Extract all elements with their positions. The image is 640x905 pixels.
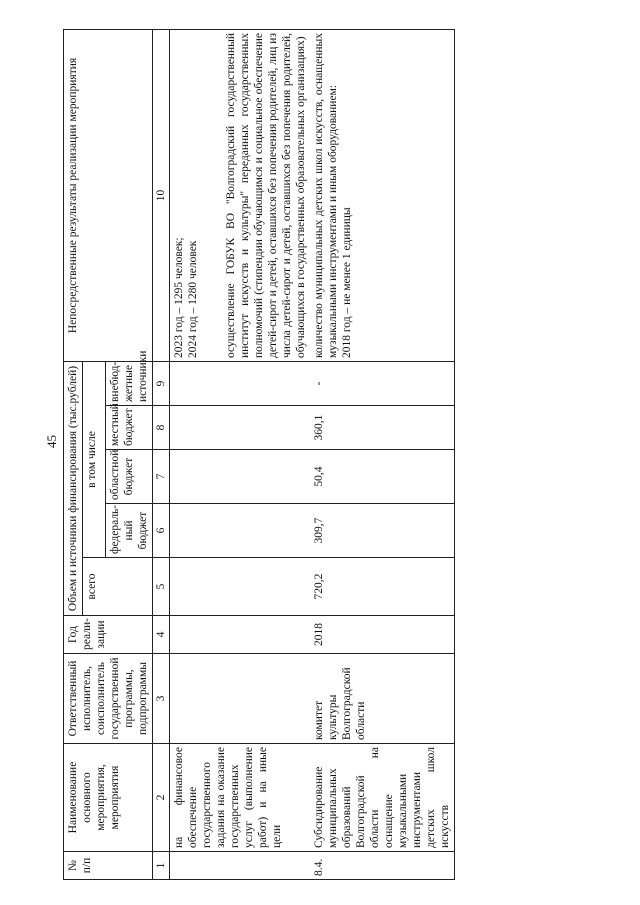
header-local: местный бюджет <box>106 406 153 450</box>
row-regional: 50,4 <box>310 450 455 504</box>
column-index-row <box>153 30 170 880</box>
row-local: 360,1 <box>310 406 455 450</box>
header-federal: федераль-ный бюджет <box>106 504 153 558</box>
row-federal: 309,7 <box>310 504 455 558</box>
result-line: 2023 год – 1295 человек; <box>173 237 186 358</box>
header-total: всего <box>83 558 153 616</box>
index-cell: 9 <box>153 362 170 406</box>
header-including: в том числе <box>83 362 106 558</box>
row-name: Субсидирование муниципальных образований Волгоградской области на оснащение музыкальными инструментами детских школ искусств <box>310 744 455 852</box>
continuation-results <box>170 30 311 362</box>
row-extra: - <box>310 362 455 406</box>
header-year: Год реали-зации <box>64 616 153 654</box>
result-paragraph: осуществление ГОБУК ВО "Волгоградский государственный институт искусств и культуры" переданных государственных полномочий (стипендии обучающимся и социальное обеспечение детей-сирот и детей, оставшихся без попечения родителей, лиц из числа детей-сирот и детей, оставшихся без попечения родителей, обучающихся в государственных образовательных организациях) <box>225 33 308 358</box>
row-responsible: комитет культуры Волгоградской области <box>310 654 455 744</box>
index-cell: 5 <box>153 558 170 616</box>
row-number: 8.4. <box>310 852 455 880</box>
rotated-table-page <box>63 30 563 880</box>
index-cell: 10 <box>153 30 170 362</box>
index-cell: 8 <box>153 406 170 450</box>
row-total: 720,2 <box>310 558 455 616</box>
row-year: 2018 <box>310 616 455 654</box>
page-number: 45 <box>44 435 59 448</box>
index-cell: 2 <box>153 744 170 852</box>
table-row-continuation <box>170 30 311 880</box>
program-table <box>63 29 455 880</box>
header-results: Непосредственные результаты реализации мероприятия <box>64 30 153 362</box>
index-cell: 1 <box>153 852 170 880</box>
header-num: № п/п <box>64 852 153 880</box>
index-cell: 7 <box>153 450 170 504</box>
header-name: Наименование основного мероприятия, мероприятия <box>64 744 153 852</box>
index-cell: 6 <box>153 504 170 558</box>
result-line: 2024 год – 1280 человек <box>187 240 200 358</box>
header-responsible: Ответственный исполнитель, соисполнитель государственной программы, подпрограммы <box>64 654 153 744</box>
table-row-8-4 <box>310 30 455 880</box>
continuation-name: на финансовое обеспечение государственного задания на оказание государственных услуг (выполнение работ) и на иные цели <box>170 744 311 852</box>
row-results <box>310 30 455 362</box>
result-value: 2018 год – не менее 1 единицы <box>341 207 354 358</box>
header-extra: внебюд-жетные источники <box>106 362 153 406</box>
result-paragraph: количество муниципальных детских школ искусств, оснащенных музыкальными инструментами и иным оборудованием: <box>313 33 340 358</box>
index-cell: 3 <box>153 654 170 744</box>
header-regional: областной бюджет <box>106 450 153 504</box>
header-finance: Объем и источники финансирования (тыс.рублей) <box>64 362 83 616</box>
index-cell: 4 <box>153 616 170 654</box>
